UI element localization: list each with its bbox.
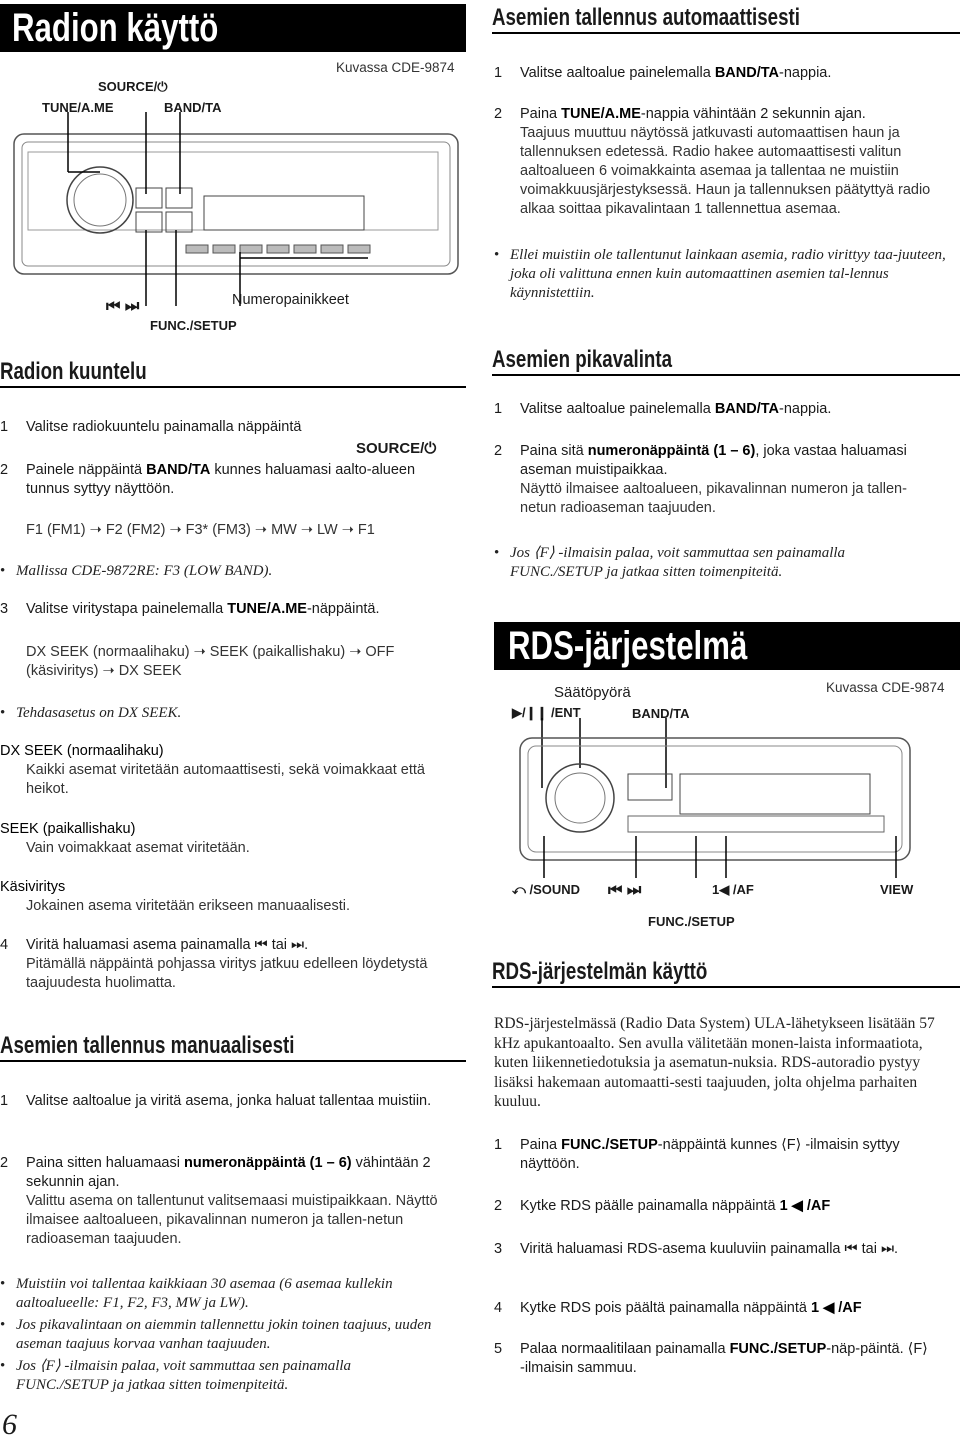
figure-caption: Kuvassa CDE-9874 bbox=[336, 60, 455, 75]
rds-title-bar bbox=[494, 622, 960, 670]
section-heading-manual: Asemien tallennus manuaalisesti bbox=[0, 1032, 466, 1062]
page-number: 6 bbox=[2, 1408, 17, 1441]
auto-step-1: 1 Valitse aaltoalue painelemalla BAND/TA-nappia. bbox=[494, 65, 832, 81]
section-heading-preset: Asemien pikavalinta bbox=[492, 346, 960, 376]
auto-step-2: 2 Paina TUNE/A.ME-nappia vähintään 2 sekunnin ajan. Taajuus muuttuu näytössä jatkuvasti automaattisen haun ja tallennuksen edetessä. Radio hakee automaattisesti valitun aaltoalueen 6 voimakkainta asemaa ja tallentaa ne muistiin voimakkuusjärjestyksessä. Haun ja tallennuksen päätyttyä radio alkaa soittaa pikavalintaan 1 tallennettua asemaa. bbox=[494, 106, 931, 217]
preset-step-1: 1 Valitse aaltoalue painelemalla BAND/TA-nappia. bbox=[494, 401, 832, 417]
listen-step-2: 2 Painele näppäintä BAND/TA kunnes haluamasi aalto-alueen tunnus syttyy näyttöön. bbox=[0, 462, 416, 497]
auto-bullet: • Ellei muistiin ole tallentunut lainkaan asemia, radio virittyy taa-juuteen, joka oli valittuna ennen kuin automaattinen asemien tal-lennus käynnistettiin. bbox=[494, 247, 946, 301]
label-func: FUNC./SETUP bbox=[150, 318, 237, 333]
definition-seek: SEEK (paikallishaku) Vain voimakkaat asemat viritetään. bbox=[0, 821, 250, 856]
section-heading-listen: Radion kuuntelu bbox=[0, 358, 466, 388]
manual-bullet-3: • Jos ⟨F⟩ -ilmaisin palaa, voit sammuttaa sen painamalla FUNC./SETUP ja jatkaa sitten toimenpiteitä. bbox=[0, 1358, 352, 1393]
label-tune: TUNE/A.ME bbox=[42, 100, 114, 115]
rds-title: RDS-järjestelmä bbox=[508, 624, 748, 668]
definition-dx: DX SEEK (normaalihaku) Kaikki asemat viritetään automaattisesti, sekä voimakkaat että heikot. bbox=[0, 743, 425, 797]
rds-step-1: 1 Paina FUNC./SETUP-näppäintä kunnes ⟨F⟩ -ilmaisin syttyy näyttöön. bbox=[494, 1137, 900, 1172]
page-title-bar bbox=[0, 4, 466, 52]
label-play: ▶/❙❙ /ENT bbox=[512, 705, 581, 720]
label-view: VIEW bbox=[880, 882, 914, 897]
seek-note: • Tehdasasetus on DX SEEK. bbox=[0, 705, 182, 721]
page-title: Radion käyttö bbox=[12, 6, 219, 50]
band-note: • Mallissa CDE-9872RE: F3 (LOW BAND). bbox=[0, 563, 273, 579]
rds-step-4: 4 Kytke RDS pois päältä painamalla näppäintä 1 ◀ /AF bbox=[494, 1300, 862, 1316]
label-numbers: Numeropainikkeet bbox=[232, 292, 349, 308]
listen-step-4: 4 Viritä haluamasi asema painamalla ⏮ tai ⏭. Pitämällä näppäintä pohjassa viritys jatkuu edelleen löydetystä taajuudesta huolimatta. bbox=[0, 937, 428, 991]
manual-step-1: 1 Valitse aaltoalue ja viritä asema, jonka haluat tallentaa muistiin. bbox=[0, 1093, 432, 1109]
rds-figure-caption: Kuvassa CDE-9874 bbox=[826, 680, 945, 695]
rds-step-2: 2 Kytke RDS päälle painamalla näppäintä 1 ◀ /AF bbox=[494, 1198, 831, 1214]
manual-step-2: 2 Paina sitten haluamaasi numeronäppäintä (1 – 6) vähintään 2 sekunnin ajan. Valittu asema on tallentunut valitsemaasi muistipaikkaan. Näyttö ilmaisee aaltoalueen, pikavalinnan numeron ja tallen-netun radioaseman taajuuden. bbox=[0, 1155, 438, 1247]
label-seek-2: ⏮ ⏭ bbox=[608, 882, 642, 899]
section-heading-rds-use: RDS-järjestelmän käyttö bbox=[492, 958, 960, 988]
label-func-2: FUNC./SETUP bbox=[648, 914, 735, 929]
label-af: 1◀ /AF bbox=[712, 882, 754, 897]
label-sound: ⤺ /SOUND bbox=[512, 882, 581, 897]
source-key: SOURCE/⏻ bbox=[356, 440, 437, 457]
rds-device-figure bbox=[516, 718, 956, 878]
preset-bullet: • Jos ⟨F⟩ -ilmaisin palaa, voit sammuttaa sen painamalla FUNC./SETUP ja jatkaa sitten toimenpiteitä. bbox=[494, 545, 846, 580]
seek-sequence: DX SEEK (normaalihaku) ➝ SEEK (paikallishaku) ➝ OFF (käsiviritys) ➝ DX SEEK bbox=[26, 644, 395, 679]
rds-intro: RDS-järjestelmässä (Radio Data System) ULA-lähetykseen lisätään 57 kHz apukantoaalto. Sen avulla välitetään monen-laista informaatiota, kuten liikennetiedotuksia ja asematun-nuksia. RDS-autoradio pystyy lisäksi hakemaan automaatti-sesti taajuuden, jolta ohjelma parhaiten kuuluu. bbox=[494, 1015, 935, 1110]
rds-step-3: 3 Viritä haluamasi RDS-asema kuuluviin painamalla ⏮ tai ⏭. bbox=[494, 1241, 899, 1257]
radio-device-figure bbox=[8, 112, 464, 308]
rds-step-5: 5 Palaa normaalitilaan painamalla FUNC./SETUP-näp-päintä. ⟨F⟩ -ilmaisin sammuu. bbox=[494, 1341, 928, 1376]
label-source: SOURCE/⏻ bbox=[98, 79, 168, 94]
band-sequence: F1 (FM1) ➝ F2 (FM2) ➝ F3* (FM3) ➝ MW ➝ LW ➝ F1 bbox=[26, 522, 375, 538]
label-band: BAND/TA bbox=[164, 100, 222, 115]
section-heading-auto: Asemien tallennus automaattisesti bbox=[492, 4, 960, 34]
listen-step-3: 3 Valitse viritystapa painelemalla TUNE/A.ME-näppäintä. bbox=[0, 601, 380, 617]
label-band-2: BAND/TA bbox=[632, 706, 690, 721]
listen-step-1: 1 Valitse radiokuuntelu painamalla näppäintä bbox=[0, 419, 302, 435]
definition-manual: Käsiviritys Jokainen asema viritetään erikseen manuaalisesti. bbox=[0, 879, 351, 914]
manual-bullet-2: • Jos pikavalintaan on aiemmin tallennettu jokin toinen taajuus, uuden aseman taajuus korvaa vanhan taajuuden. bbox=[0, 1317, 432, 1352]
manual-bullet-1: • Muistiin voi tallentaa kaikkiaan 30 asemaa (6 asemaa kullekin aaltoalueelle: F1, F2, F3, MW ja LW). bbox=[0, 1276, 393, 1311]
preset-step-2: 2 Paina sitä numeronäppäintä (1 – 6), joka vastaa haluamasi aseman muistipaikkaa. Näyttö ilmaisee aaltoalueen, pikavalinnan numeron ja tallen-netun radioaseman taajuuden. bbox=[494, 443, 907, 516]
label-dial: Säätöpyörä bbox=[554, 684, 631, 701]
label-seek: ⏮ ⏭ bbox=[106, 298, 140, 315]
